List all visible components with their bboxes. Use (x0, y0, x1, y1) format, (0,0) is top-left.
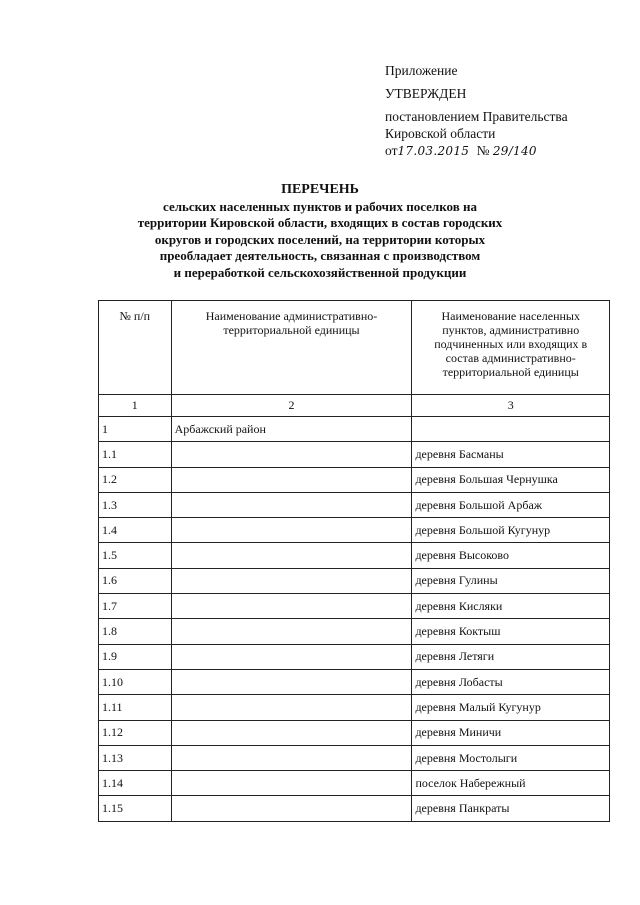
row-place: деревня Лобасты (412, 669, 610, 694)
row-place: деревня Большой Кугунур (412, 518, 610, 543)
row-number: 1.1 (99, 442, 172, 467)
row-place: деревня Кисляки (412, 594, 610, 619)
table-row (99, 745, 610, 770)
row-number: 1.15 (99, 796, 172, 821)
row-place: деревня Басманы (412, 442, 610, 467)
table-row (99, 442, 610, 467)
row-unit (171, 518, 412, 543)
table-row (99, 492, 610, 517)
table-row (99, 568, 610, 593)
table-row (99, 594, 610, 619)
table-header-row (99, 301, 610, 395)
header-unit: Наименование административно-территориальной единицы (171, 301, 412, 395)
settlements-table (98, 300, 610, 822)
row-unit (171, 720, 412, 745)
column-number: 1 (99, 395, 172, 417)
row-unit (171, 796, 412, 821)
row-place: деревня Панкраты (412, 796, 610, 821)
title-line: территории Кировской области, входящих в состав городских (137, 215, 503, 230)
row-number: 1 (99, 417, 172, 442)
decree-line-1: постановлением Правительства (385, 109, 568, 124)
table-row (99, 417, 610, 442)
row-unit (171, 442, 412, 467)
row-unit (171, 644, 412, 669)
decree-date: 17.03.2015 (397, 144, 470, 158)
table-row (99, 695, 610, 720)
title-line: преобладает деятельность, связанная с производством (159, 248, 481, 263)
row-number: 1.4 (99, 518, 172, 543)
row-number: 1.6 (99, 568, 172, 593)
row-number: 1.7 (99, 594, 172, 619)
row-unit (171, 467, 412, 492)
row-unit (171, 745, 412, 770)
row-place: деревня Малый Кугунур (412, 695, 610, 720)
row-number: 1.5 (99, 543, 172, 568)
date-prefix: от (385, 143, 398, 158)
table-row (99, 720, 610, 745)
row-place: поселок Набережный (412, 771, 610, 796)
row-place: деревня Мостолыги (412, 745, 610, 770)
number-prefix: № (476, 143, 490, 158)
column-number: 3 (412, 395, 610, 417)
column-number: 2 (171, 395, 412, 417)
row-unit (171, 492, 412, 517)
approval-block (385, 62, 568, 160)
table-row (99, 796, 610, 821)
table-row (99, 644, 610, 669)
title-line: округов и городских поселений, на территории которых (154, 231, 486, 247)
row-place: деревня Высоково (412, 543, 610, 568)
row-unit (171, 543, 412, 568)
row-place: деревня Летяги (412, 644, 610, 669)
decree-date-line (385, 142, 568, 160)
title-line: сельских населенных пунктов и рабочих поселков на (163, 198, 477, 214)
row-number: 1.14 (99, 771, 172, 796)
table-row (99, 669, 610, 694)
row-unit (171, 568, 412, 593)
approved-label: УТВЕРЖДЕН (385, 86, 467, 101)
row-unit (171, 771, 412, 796)
row-place: деревня Гулины (412, 568, 610, 593)
decree-line-2: Кировской области (385, 126, 496, 141)
row-unit (171, 594, 412, 619)
row-place: деревня Большой Арбаж (412, 492, 610, 517)
table-row (99, 518, 610, 543)
row-number: 1.2 (99, 467, 172, 492)
row-number: 1.3 (99, 492, 172, 517)
row-number: 1.11 (99, 695, 172, 720)
row-number: 1.13 (99, 745, 172, 770)
row-number: 1.8 (99, 619, 172, 644)
row-place: деревня Миничи (412, 720, 610, 745)
table-row (99, 467, 610, 492)
row-number: 1.10 (99, 669, 172, 694)
row-place: деревня Большая Чернушка (412, 467, 610, 492)
column-number-row (99, 395, 610, 417)
header-number: № п/п (99, 301, 172, 395)
row-place: деревня Коктыш (412, 619, 610, 644)
row-unit (171, 695, 412, 720)
table-row (99, 771, 610, 796)
title-line: и переработкой сельскохозяйственной продукции (173, 264, 467, 280)
row-number: 1.12 (99, 720, 172, 745)
row-number: 1.9 (99, 644, 172, 669)
document-title (0, 182, 640, 281)
table-body (99, 417, 610, 822)
row-unit: Арбажский район (171, 417, 412, 442)
row-unit (171, 619, 412, 644)
row-unit (171, 669, 412, 694)
row-place (412, 417, 610, 442)
table-row (99, 619, 610, 644)
header-places: Наименование населенных пунктов, административно подчиненных или входящих в состав административно-территориальной единицы (412, 301, 610, 395)
decree-number: 29/140 (492, 144, 537, 158)
appendix-label: Приложение (385, 63, 458, 78)
title-main: ПЕРЕЧЕНЬ (281, 182, 359, 197)
table-row (99, 543, 610, 568)
